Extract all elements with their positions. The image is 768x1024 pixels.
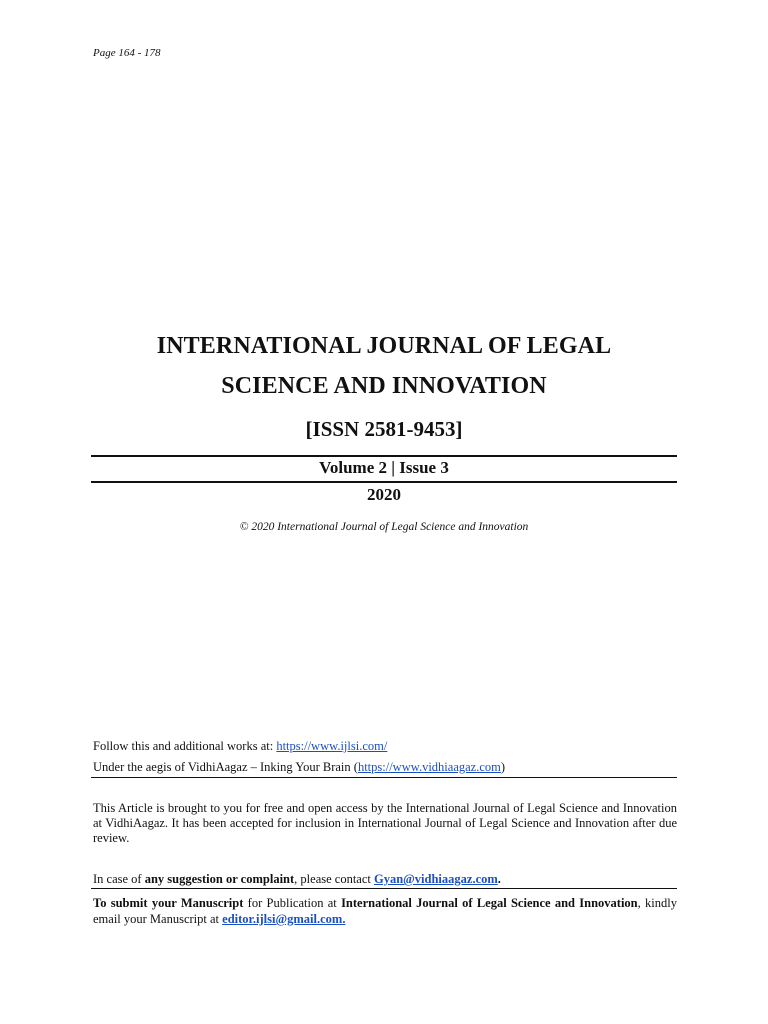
divider-links xyxy=(91,777,677,778)
submit-note xyxy=(93,895,677,927)
contact-bold: any suggestion or complaint xyxy=(144,872,295,886)
vidhiaagaz-website-link[interactable]: https://www.vidhiaagaz.com xyxy=(357,760,501,774)
aegis-suffix: ) xyxy=(500,760,506,774)
divider-submit xyxy=(91,888,677,889)
follow-line xyxy=(93,739,677,754)
submit-bold-2: International Journal of Legal Science and Innovation xyxy=(341,896,638,910)
contact-suffix: . xyxy=(497,872,501,886)
divider-top xyxy=(91,455,677,457)
journal-title-line-1: INTERNATIONAL JOURNAL OF LEGAL xyxy=(156,333,612,359)
follow-prefix: Follow this and additional works at: xyxy=(93,739,277,753)
aegis-prefix: Under the aegis of VidhiAagaz – Inking Your Brain ( xyxy=(93,760,358,774)
contact-email-link[interactable]: Gyan@vidhiaagaz.com xyxy=(374,872,498,886)
divider-bottom xyxy=(91,481,677,483)
journal-title-line-2: SCIENCE AND INNOVATION xyxy=(221,373,547,399)
open-access-note: This Article is brought to you for free and open access by the International Journal of Legal Science and Innovation at VidhiAagaz. It has been accepted for inclusion in International Journal of Legal Science and Innovation after due review. xyxy=(93,801,677,845)
contact-middle: , please contact xyxy=(294,872,374,886)
submit-email-link[interactable]: editor.ijlsi@gmail.com. xyxy=(222,912,346,926)
issn: [ISSN 2581-9453] xyxy=(305,417,463,441)
submit-bold-1: To submit your Manuscript xyxy=(93,896,244,910)
ijlsi-website-link[interactable]: https://www.ijlsi.com/ xyxy=(276,739,388,753)
contact-line xyxy=(93,872,677,887)
submit-text-2: , kindly email your Manuscript at xyxy=(93,896,677,926)
copyright-notice: © 2020 International Journal of Legal Science and Innovation xyxy=(239,521,529,533)
aegis-line xyxy=(93,760,677,775)
page-range: Page 164 - 178 xyxy=(93,47,161,59)
publication-year: 2020 xyxy=(367,485,401,504)
submit-text-1: for Publication at xyxy=(243,896,342,910)
contact-prefix: In case of xyxy=(93,872,145,886)
volume-issue: Volume 2 | Issue 3 xyxy=(319,458,449,477)
